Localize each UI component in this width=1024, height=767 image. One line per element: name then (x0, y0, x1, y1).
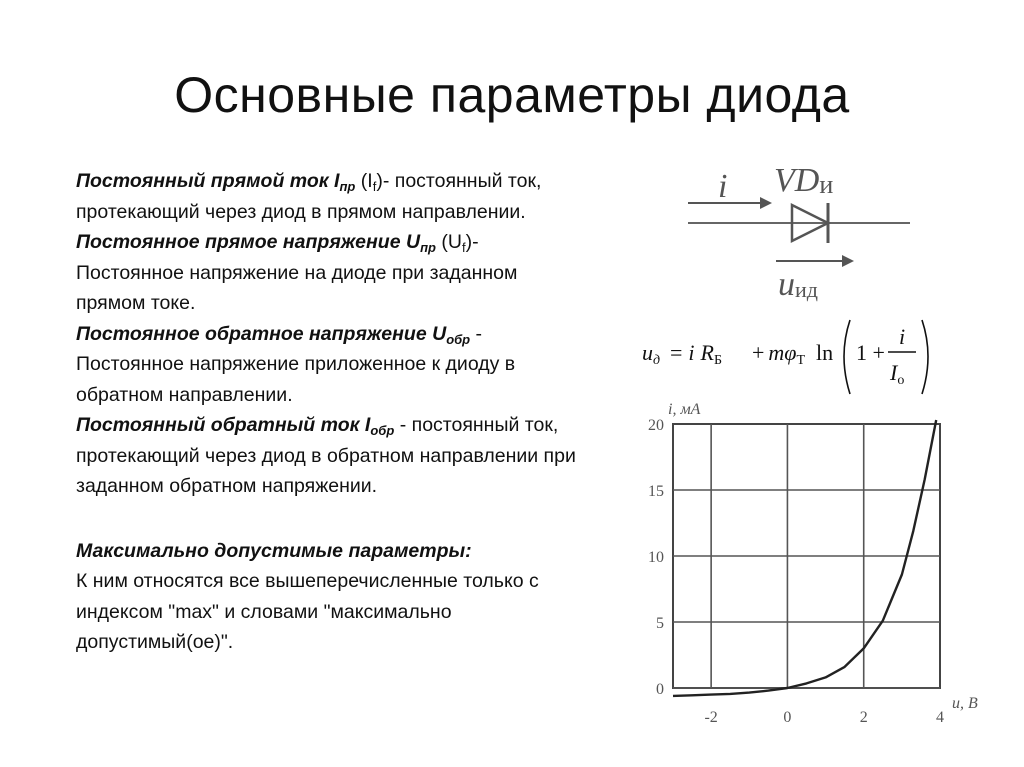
chart-series (673, 420, 936, 696)
param-forward-voltage: Постоянное прямое напряжение $U_{пр}$ $(U_f)-$ Постоянное напряжение на диоде при заданном прямом токе. (76, 231, 518, 314)
param-description: Постоянное напряжение на диоде при заданном прямом токе. (76, 261, 518, 314)
x-tick-label: 4 (936, 709, 944, 726)
x-axis-label: u, В (952, 695, 978, 712)
voltage-arrowhead (842, 255, 854, 267)
param-description: Постоянное напряжение приложенное к диоду в обратном направлении. (76, 353, 516, 406)
voltage-label: uид (778, 266, 818, 303)
max-params (76, 536, 576, 658)
y-tick-label: 20 (648, 417, 664, 434)
param-reverse-voltage: Постоянное обратное напряжение $U_{обр}$ - Постоянное напряжение приложенное к диоду в обратном направлении. (76, 322, 516, 406)
chart-grid (673, 424, 940, 688)
param-term: Постоянный прямой ток $I_{пр}$ (76, 170, 356, 194)
param-term: Постоянное прямое напряжение $U_{пр}$ (76, 231, 436, 255)
param-forward-current: Постоянный прямой ток $I_{пр}$ $(I_f)-$ постоянный ток, протекающий через диод в прямом направлении. (76, 170, 542, 223)
max-params-heading: Максимально допустимые параметры: (76, 539, 472, 562)
param-term: Постоянный обратный ток $I_{обр}$ (76, 414, 395, 438)
parameters-text (76, 166, 576, 658)
diode-circuit-diagram (678, 155, 918, 315)
diode-voltage-formula (640, 312, 940, 402)
y-tick-label: 15 (648, 483, 664, 500)
param-term: Постоянное обратное напряжение $U_{обр}$ (76, 322, 471, 347)
param-description: постоянный ток, протекающий через диод в прямом направлении. (76, 170, 542, 223)
max-params-text: К ним относятся все вышеперечисленные только с индексом "max" и словами "максимально допустимый(ое)". (76, 570, 539, 653)
current-label: i (718, 168, 728, 205)
slide-title: Основные параметры диода (174, 67, 850, 123)
svg-text:uд: uд (642, 340, 661, 368)
param-description: постоянный ток, протекающий через диод в обратном направлении при заданном обратном напряжении. (76, 414, 576, 497)
chart-tick-labels (648, 417, 944, 726)
diode-iv-chart (628, 392, 1008, 732)
svg-text:+mφТ: + mφТ (752, 340, 806, 368)
svg-text:1 +: 1 + (856, 340, 885, 365)
svg-text:ln: ln (816, 340, 834, 365)
x-tick-label: 0 (783, 709, 792, 726)
x-tick-label: -2 (704, 709, 718, 726)
y-tick-label: 10 (648, 549, 664, 566)
svg-text:Iо: Iо (890, 360, 905, 388)
diode-label: VDи (774, 162, 834, 199)
current-arrowhead (760, 197, 772, 209)
left-paren (844, 320, 850, 394)
svg-text:=iRБ: = i RБ (670, 340, 723, 368)
iv-curve (673, 420, 936, 696)
right-paren (922, 320, 928, 394)
y-tick-label: 0 (656, 681, 664, 698)
x-tick-label: 2 (859, 709, 868, 726)
y-tick-label: 5 (656, 615, 664, 632)
param-reverse-current: Постоянный обратный ток $I_{обр}$ - постоянный ток, протекающий через диод в обратном направлении при заданном обратном напряжении. (76, 414, 576, 497)
svg-text:i: i (899, 324, 906, 349)
y-axis-label: i, мА (668, 401, 701, 418)
